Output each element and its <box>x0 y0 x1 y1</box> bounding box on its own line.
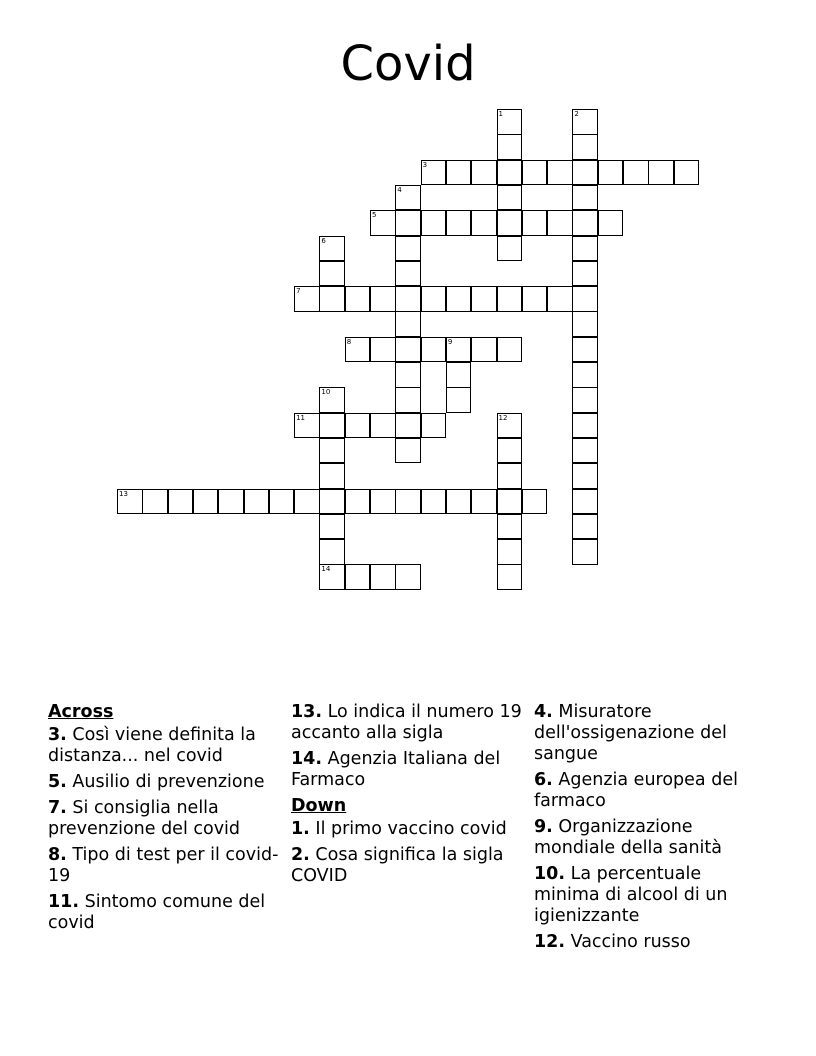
grid-cell[interactable] <box>572 311 598 337</box>
grid-cell[interactable] <box>319 463 345 489</box>
down-heading: Down <box>291 796 347 816</box>
grid-cell[interactable] <box>572 337 598 363</box>
clue-text: Ausilio di prevenzione <box>72 772 265 792</box>
grid-cell[interactable] <box>395 261 421 287</box>
grid-cell[interactable] <box>345 286 371 312</box>
grid-cell[interactable] <box>522 286 548 312</box>
clue-down-6 <box>534 770 770 812</box>
grid-cell[interactable] <box>446 337 472 363</box>
grid-cell[interactable] <box>193 489 219 515</box>
clue-across-14 <box>291 749 527 791</box>
grid-cell[interactable] <box>674 160 700 186</box>
grid-cell[interactable] <box>395 337 421 363</box>
grid-cell[interactable] <box>345 337 371 363</box>
grid-cell[interactable] <box>471 286 497 312</box>
grid-cell[interactable] <box>168 489 194 515</box>
grid-cell[interactable] <box>598 160 624 186</box>
grid-cell[interactable] <box>497 286 523 312</box>
clue-number: 8. <box>48 845 67 865</box>
grid-cell[interactable] <box>497 236 523 262</box>
clue-text: Sintomo comune del covid <box>48 892 266 933</box>
grid-cell[interactable] <box>572 463 598 489</box>
grid-cell[interactable] <box>648 160 674 186</box>
cell-number: 11 <box>296 413 306 422</box>
clue-number: 2. <box>291 845 310 865</box>
grid-cell[interactable] <box>395 185 421 211</box>
grid-cell[interactable] <box>421 337 447 363</box>
grid-cell[interactable] <box>471 337 497 363</box>
grid-cell[interactable] <box>572 362 598 388</box>
grid-cell[interactable] <box>497 337 523 363</box>
cell-number: 12 <box>498 413 508 422</box>
grid-cell[interactable] <box>497 514 523 540</box>
grid-cell[interactable] <box>345 413 371 439</box>
cell-number: 14 <box>321 565 331 574</box>
clue-number: 6. <box>534 770 553 790</box>
grid-cell[interactable] <box>471 489 497 515</box>
grid-cell[interactable] <box>547 210 573 236</box>
grid-cell[interactable] <box>395 413 421 439</box>
clue-number: 11. <box>48 892 80 912</box>
cell-number: 2 <box>574 110 579 118</box>
grid-cell[interactable] <box>370 564 396 590</box>
grid-cell[interactable] <box>572 210 598 236</box>
clue-text: Lo indica il numero 19 accanto alla sigla <box>291 702 522 743</box>
clue-text: Tipo di test per il covid-19 <box>48 845 279 886</box>
grid-cell[interactable] <box>319 489 345 515</box>
clue-number: 5. <box>48 772 67 792</box>
grid-cell[interactable] <box>319 236 345 262</box>
grid-cell[interactable] <box>370 337 396 363</box>
grid-cell[interactable] <box>572 109 598 135</box>
clue-number: 12. <box>534 932 566 952</box>
grid-cell[interactable] <box>395 210 421 236</box>
grid-cell[interactable] <box>446 362 472 388</box>
clue-down-1 <box>291 819 527 840</box>
grid-cell[interactable] <box>497 438 523 464</box>
grid-cell[interactable] <box>294 489 320 515</box>
grid-cell[interactable] <box>572 514 598 540</box>
grid-cell[interactable] <box>446 489 472 515</box>
clue-text: Si consiglia nella prevenzione del covid <box>48 798 241 839</box>
grid-cell[interactable] <box>522 489 548 515</box>
clue-across-11 <box>48 892 284 934</box>
clue-text: Organizzazione mondiale della sanità <box>534 817 722 858</box>
grid-cell[interactable] <box>497 489 523 515</box>
grid-cell[interactable] <box>522 210 548 236</box>
clue-across-5 <box>48 772 284 793</box>
grid-cell[interactable] <box>421 286 447 312</box>
grid-cell[interactable] <box>319 286 345 312</box>
clue-across-7 <box>48 798 284 840</box>
cell-number: 9 <box>447 337 453 346</box>
clue-across-3 <box>48 725 284 767</box>
grid-cell[interactable] <box>395 438 421 464</box>
grid-cell[interactable] <box>497 134 523 160</box>
grid-cell[interactable] <box>572 160 598 186</box>
across-heading: Across <box>48 702 114 722</box>
grid-cell[interactable] <box>117 489 143 515</box>
grid-cell[interactable] <box>497 109 523 135</box>
grid-cell[interactable] <box>319 261 345 287</box>
grid-cell[interactable] <box>395 311 421 337</box>
grid-cell[interactable] <box>446 160 472 186</box>
grid-cell[interactable] <box>623 160 649 186</box>
cell-number: 6 <box>321 236 326 245</box>
grid-cell[interactable] <box>572 539 598 565</box>
grid-cell[interactable] <box>319 564 345 590</box>
grid-cell[interactable] <box>395 387 421 413</box>
grid-cell[interactable] <box>294 286 320 312</box>
grid-cell[interactable] <box>395 362 421 388</box>
grid-cell[interactable] <box>319 387 345 413</box>
grid-cell[interactable] <box>319 539 345 565</box>
clue-number: 10. <box>534 864 566 884</box>
cell-number: 3 <box>422 160 428 169</box>
clue-number: 4. <box>534 702 553 722</box>
grid-cell[interactable] <box>269 489 295 515</box>
grid-cell[interactable] <box>572 286 598 312</box>
grid-cell[interactable] <box>572 261 598 287</box>
clue-down-4 <box>534 702 770 765</box>
grid-cell[interactable] <box>572 236 598 262</box>
clue-number: 14. <box>291 749 323 769</box>
clues-column-3 <box>534 702 770 958</box>
clue-across-13 <box>291 702 527 744</box>
clues-column-1 <box>48 702 284 939</box>
grid-cell[interactable] <box>218 489 244 515</box>
grid-cell[interactable] <box>421 489 447 515</box>
grid-cell[interactable] <box>395 236 421 262</box>
clue-text: Così viene definita la distanza... nel covid <box>48 725 256 766</box>
clue-text: Vaccino russo <box>570 932 691 952</box>
clue-across-8 <box>48 845 284 887</box>
grid-cell[interactable] <box>395 564 421 590</box>
clue-down-2 <box>291 845 527 887</box>
clue-text: La percentuale minima di alcool di un igienizzante <box>534 864 728 926</box>
clue-down-9 <box>534 817 770 859</box>
page-title: Covid <box>340 36 476 92</box>
grid-cell[interactable] <box>370 489 396 515</box>
grid-cell[interactable] <box>421 413 447 439</box>
grid-cell[interactable] <box>471 160 497 186</box>
cell-number: 5 <box>372 211 377 220</box>
grid-cell[interactable] <box>547 286 573 312</box>
cell-number: 7 <box>296 287 301 296</box>
clue-number: 9. <box>534 817 553 837</box>
clue-number: 1. <box>291 819 310 839</box>
grid-cell[interactable] <box>497 564 523 590</box>
grid-cell[interactable] <box>446 286 472 312</box>
grid-cell[interactable] <box>345 489 371 515</box>
grid-cell[interactable] <box>345 564 371 590</box>
clue-number: 7. <box>48 798 67 818</box>
clue-text: Agenzia Italiana del Farmaco <box>291 749 501 790</box>
grid-cell[interactable] <box>294 413 320 439</box>
grid-cell[interactable] <box>395 286 421 312</box>
cell-number: 8 <box>346 337 352 346</box>
grid-cell[interactable] <box>572 387 598 413</box>
grid-cell[interactable] <box>497 210 523 236</box>
grid-cell[interactable] <box>446 210 472 236</box>
grid-cell[interactable] <box>572 134 598 160</box>
clue-text: Il primo vaccino covid <box>315 819 507 839</box>
grid-cell[interactable] <box>471 210 497 236</box>
clue-number: 13. <box>291 702 323 722</box>
grid-cell[interactable] <box>547 160 573 186</box>
grid-cell[interactable] <box>572 185 598 211</box>
grid-cell[interactable] <box>370 286 396 312</box>
grid-cell[interactable] <box>497 160 523 186</box>
clue-text: Misuratore dell'ossigenazione del sangue <box>534 702 727 764</box>
cell-number: 10 <box>321 388 331 397</box>
clue-down-10 <box>534 864 770 927</box>
grid-cell[interactable] <box>497 413 523 439</box>
grid-cell[interactable] <box>522 160 548 186</box>
grid-cell[interactable] <box>598 210 624 236</box>
clue-down-12 <box>534 932 770 953</box>
grid-cell[interactable] <box>370 413 396 439</box>
cell-number: 1 <box>498 110 503 118</box>
grid-cell[interactable] <box>572 489 598 515</box>
cell-number: 4 <box>397 185 402 194</box>
grid-cell[interactable] <box>421 160 447 186</box>
grid-cell[interactable] <box>319 514 345 540</box>
grid-cell[interactable] <box>244 489 270 515</box>
grid-cell[interactable] <box>421 210 447 236</box>
grid-cell[interactable] <box>446 387 472 413</box>
grid-cell[interactable] <box>395 489 421 515</box>
grid-cell[interactable] <box>497 185 523 211</box>
clues-column-2 <box>291 702 527 892</box>
clue-text: Cosa significa la sigla COVID <box>291 845 504 886</box>
grid-cell[interactable] <box>497 463 523 489</box>
cell-number: 13 <box>119 489 128 498</box>
grid-cell[interactable] <box>497 539 523 565</box>
clue-text: Agenzia europea del farmaco <box>534 770 738 811</box>
grid-cell[interactable] <box>319 413 345 439</box>
grid-cell[interactable] <box>572 413 598 439</box>
grid-cell[interactable] <box>572 438 598 464</box>
grid-cell[interactable] <box>142 489 168 515</box>
clue-number: 3. <box>48 725 67 745</box>
grid-cell[interactable] <box>319 438 345 464</box>
grid-cell[interactable] <box>370 210 396 236</box>
